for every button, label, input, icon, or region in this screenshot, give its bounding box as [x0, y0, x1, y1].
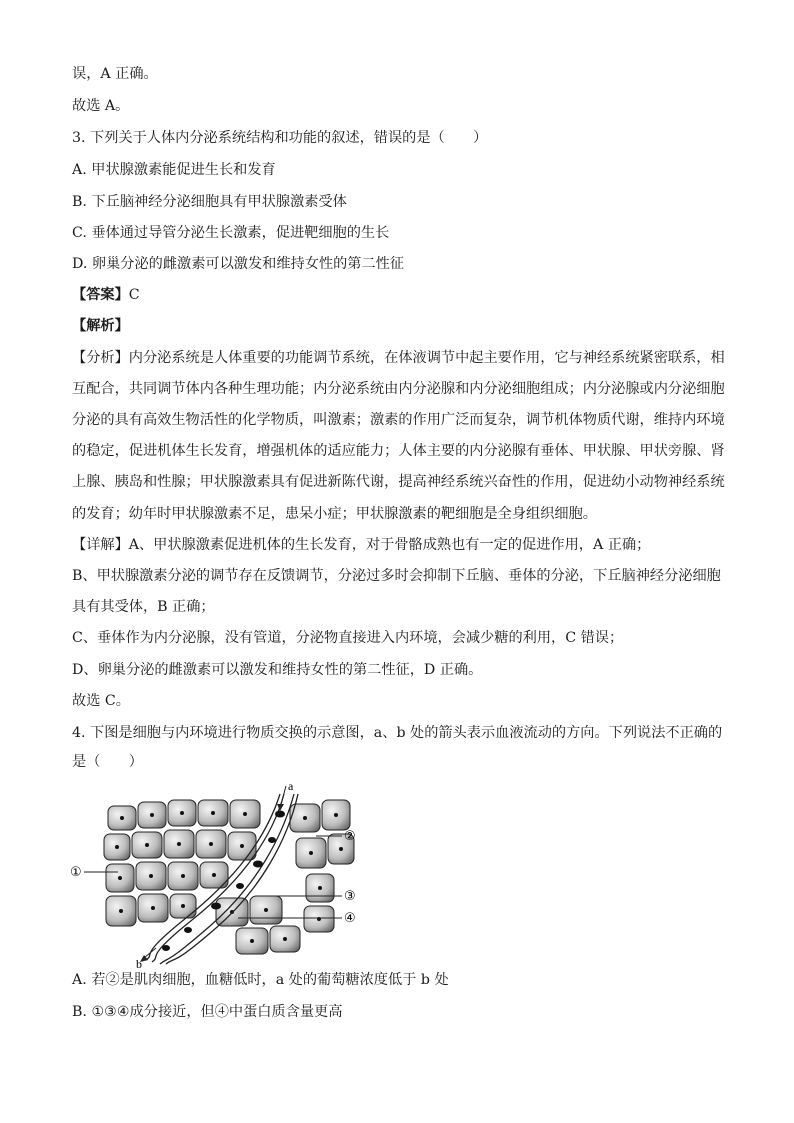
label-1: ①	[70, 865, 82, 880]
option-b: B. 下丘脑神经分泌细胞具有甲状腺激素受体	[72, 194, 347, 210]
detail-line: 【详解】A、甲状腺激素促进机体的生长发育，对于骨骼成熟也有一定的促进作用，A 正确；	[72, 537, 651, 553]
analysis-line: 互配合，共同调节体内各种生理功能；内分泌系统由内分泌腺和内分泌细胞组成；内分泌腺或内分泌细胞	[72, 381, 725, 397]
analysis-line: 的稳定，促进机体生长发育，增强机体的适应能力；人体主要的内分泌腺有垂体、甲状腺、甲状旁腺、肾	[72, 443, 725, 459]
text-line: 故选 C。	[72, 693, 130, 709]
arrow-a-head	[277, 804, 284, 811]
analysis-line: 上腺、胰岛和性腺；甲状腺激素具有促进新陈代谢，提高神经系统兴奋性的作用，促进幼小动物神经系统	[72, 474, 725, 490]
tissue-diagram	[66, 778, 366, 968]
text-line: 故选 A。	[72, 98, 130, 114]
option-c: C. 垂体通过导管分泌生长激素，促进靶细胞的生长	[72, 225, 390, 241]
detail-line: B、甲状腺激素分泌的调节存在反馈调节，分泌过多时会抑制下丘脑、垂体的分泌，下丘脑神经分泌细胞	[72, 568, 721, 584]
answer-value: C	[128, 287, 140, 303]
option-a: A. 若②是肌肉细胞，血糖低时，a 处的葡萄糖浓度低于 b 处	[72, 972, 449, 988]
analysis-line: 【分析】内分泌系统是人体重要的功能调节系统，在体液调节中起主要作用，它与神经系统紧密联系，相	[72, 350, 725, 366]
option-d: D. 卵巢分泌的雌激素可以激发和维持女性的第二性征	[72, 256, 405, 272]
label-4: ④	[344, 911, 356, 926]
tissue-cells	[104, 800, 354, 954]
detail-line: C、垂体作为内分泌腺，没有管道，分泌物直接进入内环境，会减少糖的利用，C 错误；	[72, 630, 624, 646]
answer-line	[72, 285, 140, 305]
option-a: A. 甲状腺激素能促进生长和发育	[72, 162, 276, 178]
label-b: b	[136, 957, 142, 968]
analysis-tag: 【解析】	[72, 318, 129, 334]
arrow-b	[144, 948, 156, 958]
analysis-line: 分泌的具有高效生物活性的化学物质，叫激素；激素的作用广泛而复杂，调节机体物质代谢，维持内环境	[72, 412, 725, 428]
detail-line: 具有其受体，B 正确；	[72, 599, 215, 615]
detail-line: D、卵巢分泌的雌激素可以激发和维持女性的第二性征，D 正确。	[72, 662, 483, 678]
text-line: 误，A 正确。	[72, 66, 158, 82]
option-b: B. ①③④成分接近，但④中蛋白质含量更高	[72, 1004, 343, 1020]
label-2: ②	[344, 829, 356, 844]
answer-tag: 【答案】	[72, 287, 129, 303]
label-3: ③	[344, 889, 356, 904]
question-3-stem: 3. 下列关于人体内分泌系统结构和功能的叙述，错误的是（ ）	[72, 130, 488, 146]
label-a: a	[288, 779, 294, 793]
question-4-stem: 4. 下图是细胞与内环境进行物质交换的示意图，a、b 处的箭头表示血液流动的方向。下列说法不正确的	[72, 725, 723, 741]
question-4-stem-cont: 是（ ）	[72, 754, 143, 770]
analysis-line: 的发育；幼年时甲状腺激素不足，患呆小症；甲状腺激素的靶细胞是全身组织细胞。	[72, 506, 597, 522]
